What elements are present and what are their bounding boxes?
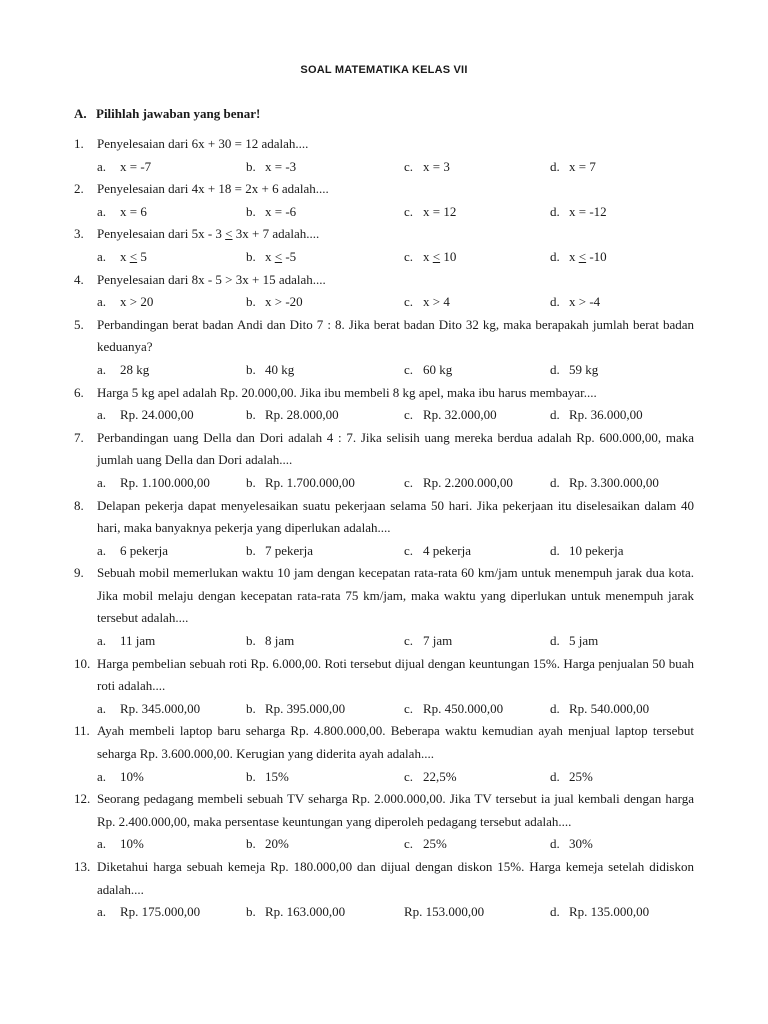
option-letter: b. — [246, 248, 256, 264]
answer-option — [246, 404, 404, 427]
option-letter: b. — [246, 474, 256, 490]
option-letter: c. — [404, 248, 414, 264]
option-letter: a. — [97, 633, 107, 649]
answer-option — [550, 404, 690, 427]
answer-option — [97, 359, 246, 382]
question-number: 13. — [74, 859, 91, 874]
answer-option — [97, 404, 246, 427]
option-letter: a. — [97, 474, 107, 490]
section-instruction: Pilihlah jawaban yang benar! — [96, 106, 261, 121]
option-text: 11 jam — [120, 633, 156, 649]
option-letter: b. — [246, 361, 256, 377]
option-text: 25% — [569, 768, 593, 784]
question-text: Sebuah mobil memerlukan waktu 10 jam dengan kecepatan rata-rata 60 km/jam untuk menempuh jarak dua kota. Jika mobil melaju dengan kecepatan rata-rata 75 km/jam, maka waktu yang diperlukan untuk menempuh jarak tersebut adalah.... — [97, 565, 694, 626]
option-letter: a. — [97, 768, 107, 784]
option-text: Rp. 175.000,00 — [120, 904, 201, 920]
option-text: x = 6 — [120, 203, 147, 219]
answer-option — [550, 291, 690, 314]
section-letter: A. — [74, 106, 87, 121]
option-letter: c. — [404, 768, 414, 784]
question-text: Delapan pekerja dapat menyelesaikan suatu pekerjaan selama 50 hari. Jika pekerjaan itu diselesaikan dalam 40 hari, maka banyaknya pekerja yang diperlukan adalah.... — [97, 497, 694, 536]
answer-option — [404, 246, 550, 269]
option-text: Rp. 163.000,00 — [265, 904, 346, 920]
answer-option — [246, 246, 404, 269]
option-text: Rp. 540.000,00 — [569, 700, 650, 716]
question-text: Penyelesaian dari 5x - 3 < 3x + 7 adalah.... — [97, 226, 320, 242]
question-text: Penyelesaian dari 6x + 30 = 12 adalah.... — [97, 136, 309, 151]
option-text: Rp. 1.700.000,00 — [265, 474, 355, 490]
option-letter: a. — [97, 904, 107, 920]
option-text: Rp. 28.000,00 — [265, 407, 339, 423]
answer-options — [74, 201, 694, 224]
option-letter: a. — [97, 361, 107, 377]
option-text: x > 4 — [423, 294, 450, 310]
answer-options — [74, 540, 694, 563]
question-text: Seorang pedagang membeli sebuah TV seharga Rp. 2.000.000,00. Jika TV tersebut ia jual kembali dengan harga Rp. 2.400.000,00, maka persentase keuntungan yang diperoleh pedagang tersebut adalah.... — [97, 791, 694, 829]
option-text: x < -10 — [569, 248, 607, 264]
option-letter: a. — [97, 407, 107, 423]
option-letter: d. — [550, 407, 560, 423]
question-text: Diketahui harga sebuah kemeja Rp. 180.000,00 dan dijual dengan diskon 15%. Harga kemeja setelah didiskon adalah.... — [97, 859, 694, 897]
answer-option — [550, 833, 690, 856]
option-letter: c. — [404, 474, 414, 490]
answer-option — [246, 698, 404, 721]
option-text: 60 kg — [423, 361, 453, 377]
question-text: Penyelesaian dari 4x + 18 = 2x + 6 adalah.... — [97, 181, 329, 197]
answer-option — [97, 201, 246, 224]
question-item — [74, 562, 694, 652]
option-letter: d. — [550, 542, 560, 558]
question-item — [74, 788, 694, 856]
option-text: 15% — [265, 768, 289, 784]
option-letter: b. — [246, 904, 256, 920]
question-number: 8. — [74, 497, 84, 513]
answer-option — [97, 246, 246, 269]
answer-option — [404, 766, 550, 789]
option-text: x = 7 — [569, 158, 596, 174]
option-text: 30% — [569, 836, 593, 852]
answer-option — [97, 156, 246, 179]
option-text: Rp. 2.200.000,00 — [423, 474, 513, 490]
option-text: x < 10 — [423, 248, 457, 264]
question-list — [74, 133, 694, 924]
question-number: 1. — [74, 136, 84, 151]
answer-options — [74, 404, 694, 427]
answer-option — [97, 291, 246, 314]
answer-option — [550, 698, 690, 721]
option-letter: d. — [550, 361, 560, 377]
question-item — [74, 427, 694, 495]
answer-option — [246, 833, 404, 856]
option-letter: c. — [404, 203, 414, 219]
answer-option — [97, 766, 246, 789]
option-letter: a. — [97, 203, 107, 219]
answer-option — [246, 291, 404, 314]
option-text: 6 pekerja — [120, 542, 169, 558]
question-number: 4. — [74, 271, 84, 287]
answer-option — [404, 901, 550, 924]
answer-options — [74, 359, 694, 382]
option-text: x > -4 — [569, 294, 601, 310]
option-letter: d. — [550, 633, 560, 649]
answer-options — [74, 472, 694, 495]
option-text: 59 kg — [569, 361, 599, 377]
answer-option — [404, 359, 550, 382]
question-text: Ayah membeli laptop baru seharga Rp. 4.800.000,00. Beberapa waktu kemudian ayah menjual laptop tersebut seharga Rp. 3.600.000,00. Kerugian yang diderita ayah adalah.... — [97, 723, 694, 762]
answer-option — [550, 901, 690, 924]
document-title: SOAL MATEMATIKA KELAS VII — [300, 64, 468, 76]
question-number: 11. — [74, 723, 90, 739]
option-letter: b. — [246, 542, 256, 558]
answer-option — [97, 630, 246, 653]
option-text: x = -3 — [265, 158, 297, 174]
answer-option — [246, 630, 404, 653]
option-letter: d. — [550, 248, 560, 264]
option-letter: d. — [550, 203, 560, 219]
option-letter: d. — [550, 836, 560, 852]
question-text: Harga 5 kg apel adalah Rp. 20.000,00. Jika ibu membeli 8 kg apel, maka ibu harus membayar.... — [97, 384, 597, 400]
answer-options — [74, 246, 694, 269]
option-letter: c. — [404, 700, 414, 716]
answer-option — [550, 156, 690, 179]
option-letter: b. — [246, 294, 256, 310]
question-text: Penyelesaian dari 8x - 5 > 3x + 15 adalah.... — [97, 271, 326, 287]
question-number: 9. — [74, 565, 84, 581]
option-text: 10 pekerja — [569, 542, 624, 558]
option-text: Rp. 135.000,00 — [569, 904, 650, 920]
option-letter: a. — [97, 836, 107, 852]
option-text: Rp. 3.300.000,00 — [569, 474, 659, 490]
answer-options — [74, 630, 694, 653]
answer-option — [97, 540, 246, 563]
question-number: 3. — [74, 226, 84, 242]
option-letter: c. — [404, 361, 414, 377]
option-letter: a. — [97, 294, 107, 310]
answer-option — [550, 246, 690, 269]
question-text: Perbandingan berat badan Andi dan Dito 7 : 8. Jika berat badan Dito 32 kg, maka berapakah jumlah berat badan keduanya? — [97, 316, 694, 355]
answer-option — [97, 472, 246, 495]
answer-option — [246, 540, 404, 563]
option-text: Rp. 395.000,00 — [265, 700, 346, 716]
answer-option — [404, 156, 550, 179]
option-letter: c. — [404, 542, 414, 558]
option-text: 40 kg — [265, 361, 295, 377]
section-heading — [74, 106, 260, 122]
answer-option — [550, 766, 690, 789]
option-letter: a. — [97, 700, 107, 716]
answer-option — [97, 901, 246, 924]
answer-option — [404, 404, 550, 427]
option-text: 4 pekerja — [423, 542, 472, 558]
answer-options — [74, 766, 694, 789]
option-letter: c. — [404, 294, 414, 310]
option-text: 25% — [423, 836, 447, 852]
answer-options — [74, 901, 694, 924]
option-letter: d. — [550, 158, 560, 174]
question-item — [74, 653, 694, 721]
option-text: Rp. 345.000,00 — [120, 700, 201, 716]
option-letter: d. — [550, 700, 560, 716]
option-text: x = 3 — [423, 158, 450, 174]
option-text: x > 20 — [120, 294, 154, 310]
option-letter: c. — [404, 158, 414, 174]
option-letter: b. — [246, 633, 256, 649]
answer-option — [550, 630, 690, 653]
option-text: 20% — [265, 836, 289, 852]
answer-option — [404, 833, 550, 856]
question-item — [74, 495, 694, 563]
option-text: x = -7 — [120, 158, 152, 174]
answer-option — [246, 472, 404, 495]
option-text: Rp. 24.000,00 — [120, 407, 194, 423]
option-letter: d. — [550, 294, 560, 310]
answer-option — [246, 766, 404, 789]
option-letter: b. — [246, 836, 256, 852]
answer-option — [246, 156, 404, 179]
option-letter: b. — [246, 407, 256, 423]
answer-option — [404, 291, 550, 314]
question-number: 5. — [74, 316, 84, 332]
option-letter: b. — [246, 700, 256, 716]
answer-option — [404, 540, 550, 563]
option-text: Rp. 32.000,00 — [423, 407, 497, 423]
answer-option — [404, 201, 550, 224]
answer-options — [74, 833, 694, 856]
question-item — [74, 314, 694, 382]
answer-option — [246, 359, 404, 382]
option-text: 10% — [120, 768, 144, 784]
option-text: 10% — [120, 836, 144, 852]
option-text: x > -20 — [265, 294, 303, 310]
answer-option — [97, 698, 246, 721]
option-letter: d. — [550, 768, 560, 784]
answer-options — [74, 291, 694, 314]
option-text: 7 pekerja — [265, 542, 314, 558]
question-item — [74, 178, 694, 223]
option-letter: c. — [404, 836, 414, 852]
option-text: x = -6 — [265, 203, 297, 219]
option-text: Rp. 153.000,00 — [404, 904, 485, 920]
question-number: 10. — [74, 655, 91, 671]
option-text: 28 kg — [120, 361, 150, 377]
question-number: 2. — [74, 181, 84, 197]
option-text: 7 jam — [423, 633, 453, 649]
answer-option — [246, 901, 404, 924]
question-item — [74, 223, 694, 268]
option-text: 8 jam — [265, 633, 295, 649]
option-letter: c. — [404, 407, 414, 423]
option-text: Rp. 1.100.000,00 — [120, 474, 210, 490]
question-number: 6. — [74, 384, 84, 400]
question-item — [74, 856, 694, 924]
option-letter: d. — [550, 474, 560, 490]
option-letter: d. — [550, 904, 560, 920]
option-text: x = 12 — [423, 203, 457, 219]
answer-option — [246, 201, 404, 224]
answer-options — [74, 156, 694, 179]
option-text: Rp. 36.000,00 — [569, 407, 643, 423]
option-letter: b. — [246, 158, 256, 174]
answer-option — [404, 630, 550, 653]
answer-options — [74, 698, 694, 721]
question-number: 12. — [74, 791, 91, 807]
option-letter: b. — [246, 203, 256, 219]
option-text: x < -5 — [265, 248, 297, 264]
answer-option — [404, 472, 550, 495]
option-text: Rp. 450.000,00 — [423, 700, 504, 716]
question-text: Harga pembelian sebuah roti Rp. 6.000,00. Roti tersebut dijual dengan keuntungan 15%. Harga penjualan 50 buah roti adalah.... — [97, 655, 694, 694]
option-letter: b. — [246, 768, 256, 784]
option-letter: a. — [97, 542, 107, 558]
question-item — [74, 382, 694, 427]
question-item — [74, 269, 694, 314]
option-letter: c. — [404, 633, 414, 649]
option-text: 5 jam — [569, 633, 599, 649]
answer-option — [550, 540, 690, 563]
option-text: x < 5 — [120, 248, 147, 264]
option-text: x = -12 — [569, 203, 607, 219]
option-letter: a. — [97, 158, 107, 174]
answer-option — [550, 201, 690, 224]
question-item — [74, 720, 694, 788]
question-text: Perbandingan uang Della dan Dori adalah 4 : 7. Jika selisih uang mereka berdua adalah Rp. 600.000,00, maka jumlah uang Della dan Dori adalah.... — [97, 429, 694, 468]
question-number: 7. — [74, 429, 84, 445]
answer-option — [550, 472, 690, 495]
question-item — [74, 133, 694, 178]
option-letter: a. — [97, 248, 107, 264]
option-text: 22,5% — [423, 768, 457, 784]
answer-option — [550, 359, 690, 382]
answer-option — [404, 698, 550, 721]
answer-option — [97, 833, 246, 856]
